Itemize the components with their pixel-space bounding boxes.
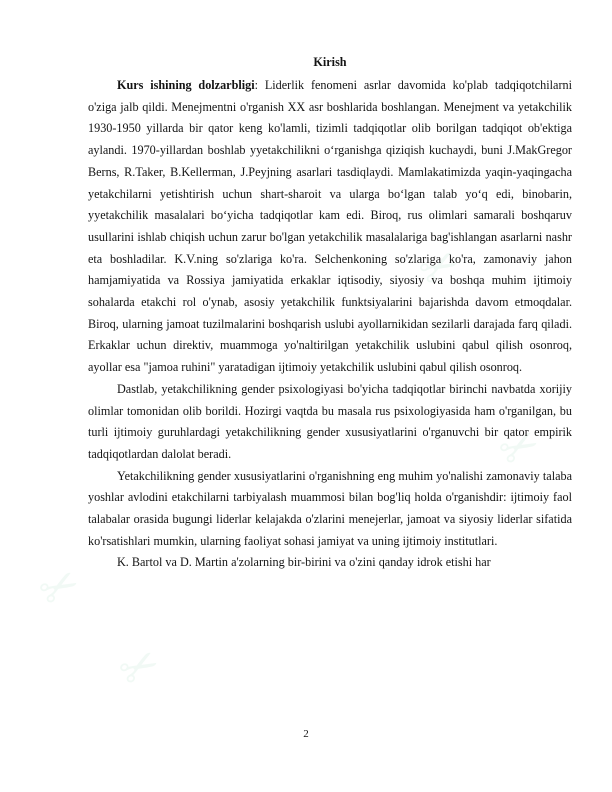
paragraph-bartol-martin: K. Bartol va D. Martin a'zolarning bir-birini va o'zini qanday idrok etishi har — [117, 555, 491, 570]
paragraph-gender-features: Yetakchilikning gender xususiyatlarini o'rganishning eng muhim yo'nalishi zamonaviy talaba yoshlar avlodini etakchilarni tarbiyalash muammosi bilan bog'liq holda o'rganishdir: ijtimoiy faol talabalar orasida bugungi liderlar kelajakda o'zlarini menejerlar, jamoat va siyosiy liderlar sifatida ko'rsatishlari mumkin, ularning faoliyat sohasi jamiyat va uning ijtimoiy institutlari. — [88, 468, 572, 548]
page-number: 2 — [303, 728, 309, 740]
relevance-heading: Kurs ishining dolzarbligi — [117, 78, 255, 92]
watermark: ✂ ✂ ✂ ✂ — [29, 233, 550, 701]
paragraph-gender-psychology: Dastlab, yetakchilikning gender psixologiyasi bo'yicha tadqiqotlar birinchi navbatda xorijiy olimlar tomonidan olib borildi. Hozirgi vaqtda bu masala rus psixologiyasida ham o'rganilgan, bu turli ijtimoiy guruhlardagi yetakchilikning gender xususiyatlarini o'rganuvchi bir qator empirik tadqiqotlardan dalolat beradi. — [88, 381, 572, 461]
relevance-text: : Liderlik fenomeni asrlar davomida ko'plab tadqiqotchilarni o'ziga jalb qildi. Menejmentni o'rganish XX asr boshlarida boshlangan. Menejment va yetakchilik 1930-1950 yillarda bir qator keng ko'lamli, tizimli tadqiqotlar olib borilgan tadqiqot ob'ektiga aylandi. 1970-yillardan boshlab yyetakchilikni o‘rganishga qiziqish kuchaydi, buni J.MakGregor Berns, R.Taker, B.Kellerman, J.Peyjning asarlari tasdiqlaydi. Mamlakatimizda yaqin-yaqingacha yetakchilarni yetishtirish uchun shart-sharoit va ularga bo‘lgan talab yo‘q edi, binobarin, yyetakchilik masalalari bo‘yicha tadqiqotlar kam edi. Biroq, rus olimlari samarali boshqaruv usullarini ishlab chiqish uchun zarur bo'lgan yetakchilik masalalariga bag'ishlangan asarlarni nashr eta boshladilar. K.V.ning so'zlariga ko'ra. Selchenkoning so'zlariga ko'ra, zamonaviy jahon hamjamiyatida va Rossiya jamiyatida erkaklar iqtisodiy, siyosiy va boshqa muhim ijtimoiy sohalarda etakchi rol o'ynab, asosiy yetakchilik funktsiyalarini bajarishda davom etmoqdalar. Biroq, ularning jamoat tuzilmalarini boshqarish uslubi ayollarnikidan sezilarli darajada farq qiladi. Erkaklar uchun direktiv, muammoga yo'naltirilgan yetakchilik uslubini qabul qilish osonroq, ayollar esa "jamoa ruhini" yaratadigan ijtimoiy yetakchilik uslubini qabul qilish osonroq. — [88, 78, 572, 375]
document-title: Kirish — [313, 55, 347, 69]
paragraph-relevance — [88, 75, 572, 379]
document-page — [88, 52, 572, 574]
